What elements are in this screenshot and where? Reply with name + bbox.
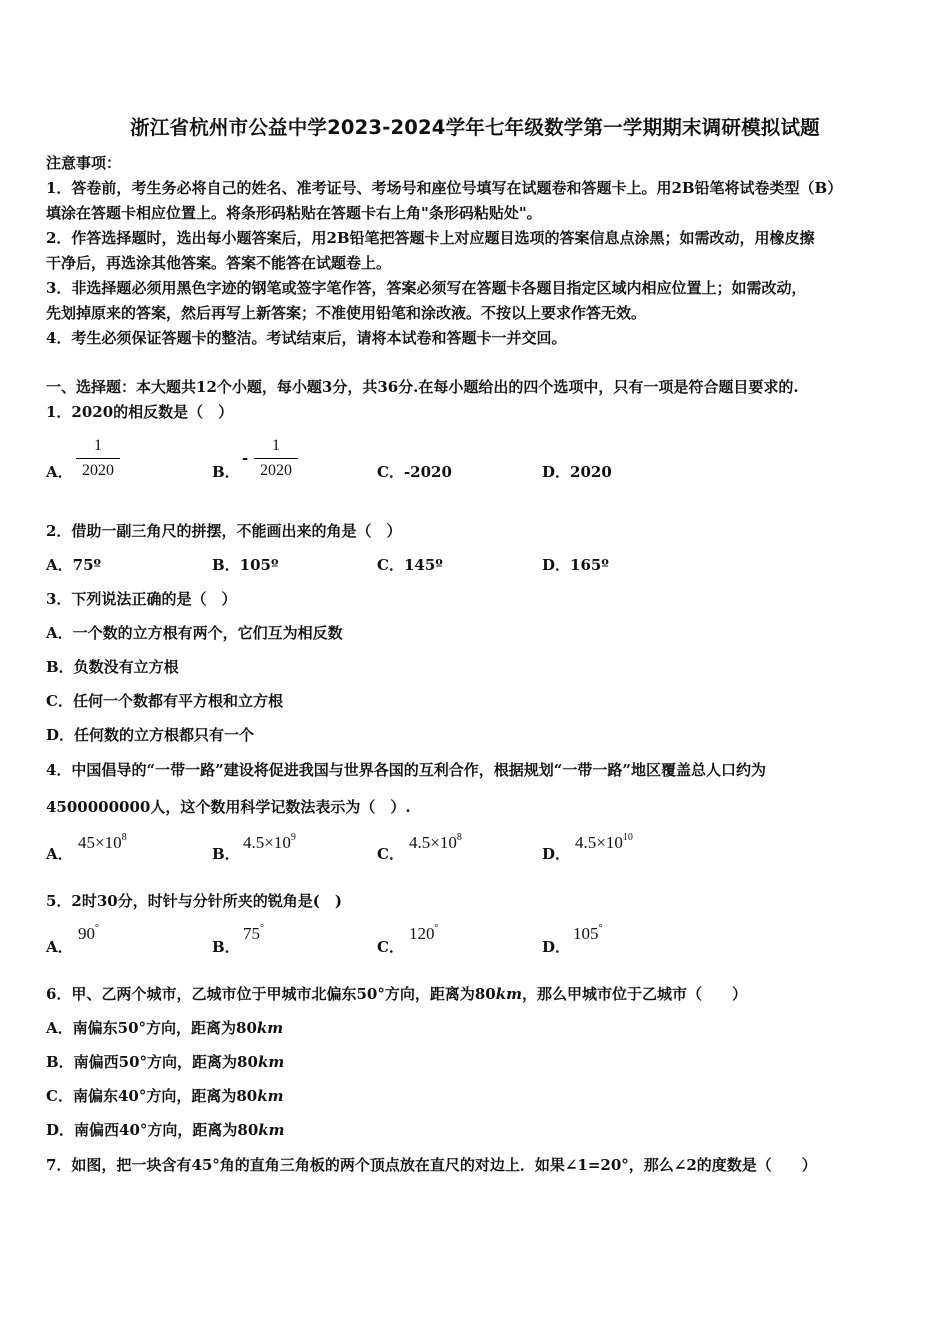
q5-option-b-value bbox=[243, 923, 264, 944]
q3-option-a: A．一个数的立方根有两个，它们互为相反数 bbox=[46, 624, 343, 642]
angle-value: 105 bbox=[573, 924, 599, 943]
question-6-stem bbox=[46, 983, 747, 1004]
unit-km: km bbox=[256, 1019, 284, 1037]
question-4-stem: 4．中国倡导的“一带一路”建设将促进我国与世界各国的互利合作，根据规划“一带一路”地区覆盖总人口约为 bbox=[46, 761, 766, 779]
math-base: 4.5×10 bbox=[409, 833, 457, 852]
notice-line: 2．作答选择题时，选出每小题答案后，用2B铅笔把答题卡上对应题目选项的答案信息点涂黑；如需改动，用橡皮擦 bbox=[46, 229, 815, 247]
q2-option-a: A．75º bbox=[46, 556, 102, 574]
q4-option-c-value bbox=[409, 832, 462, 853]
q4-option-d-label: D． bbox=[542, 845, 571, 863]
q4-option-a-label: A． bbox=[46, 845, 73, 863]
option-text: A．南偏东50°方向，距离为80 bbox=[46, 1019, 257, 1037]
option-text: D．南偏西40°方向，距离为80 bbox=[46, 1121, 259, 1139]
unit-km: km bbox=[257, 1087, 284, 1105]
q6-option-c bbox=[46, 1085, 283, 1106]
q1-option-a-label: A． bbox=[46, 463, 73, 481]
minus-sign: - bbox=[242, 449, 249, 467]
math-base: 4.5×10 bbox=[575, 833, 623, 852]
fraction-bar bbox=[254, 458, 298, 459]
notice-line: 干净后，再选涂其他答案。答案不能答在试题卷上。 bbox=[46, 254, 392, 272]
option-text: C．南偏东40°方向，距离为80 bbox=[46, 1087, 258, 1105]
notice-line: 4．考生必须保证答题卡的整洁。考试结束后，请将本试卷和答题卡一并交回。 bbox=[46, 329, 567, 347]
unit-km: km bbox=[258, 1121, 285, 1139]
q5-option-d-label: D． bbox=[542, 938, 571, 956]
question-1-stem: 1．2020的相反数是（ ） bbox=[46, 403, 234, 421]
notice-line: 3．非选择题必须用黑色字迹的钢笔或签字笔作答，答案必须写在答题卡各题目指定区域内相应位置上；如需改动， bbox=[46, 279, 807, 297]
q2-option-c: C．145º bbox=[377, 556, 443, 574]
degree-sign: ° bbox=[260, 923, 264, 934]
angle-value: 75 bbox=[243, 924, 260, 943]
question-5-stem: 5．2时30分，时针与分针所夹的锐角是( ) bbox=[46, 892, 342, 910]
fraction-bar bbox=[76, 458, 120, 459]
q5-option-c-value bbox=[409, 923, 439, 944]
degree-sign: ° bbox=[95, 923, 99, 934]
question-7-stem: 7．如图，把一块含有45°角的直角三角板的两个顶点放在直尺的对边上．如果∠1=20°，那么∠2的度数是（ ） bbox=[46, 1156, 817, 1174]
stem-text: 6．甲、乙两个城市，乙城市位于甲城市北偏东50°方向，距离为80 bbox=[46, 985, 496, 1003]
q4-option-b-label: B． bbox=[212, 845, 240, 863]
q4-option-b-value bbox=[243, 832, 296, 853]
q6-option-a bbox=[46, 1017, 283, 1038]
stem-text: ，那么甲城市位于乙城市（ ） bbox=[521, 985, 747, 1003]
q1-option-b-label: B． bbox=[212, 463, 240, 481]
fraction-numerator: 1 bbox=[272, 437, 280, 454]
math-exponent: 10 bbox=[622, 832, 633, 843]
q3-option-d: D．任何数的立方根都只有一个 bbox=[46, 726, 255, 744]
section-heading: 一、选择题：本大题共12个小题，每小题3分，共36分.在每小题给出的四个选项中，只有一项是符合题目要求的. bbox=[46, 378, 799, 396]
math-exponent: 9 bbox=[290, 832, 296, 843]
q2-option-b: B．105º bbox=[212, 556, 279, 574]
q5-option-a-value bbox=[78, 923, 99, 944]
math-base: 45×10 bbox=[78, 833, 122, 852]
question-3-stem: 3．下列说法正确的是（ ） bbox=[46, 590, 237, 608]
q4-option-a-value bbox=[78, 832, 127, 853]
notice-line: 填涂在答题卡相应位置上。将条形码粘贴在答题卡右上角"条形码粘贴处"。 bbox=[46, 204, 542, 222]
unit-km: km bbox=[495, 985, 522, 1003]
q5-option-c-label: C． bbox=[377, 938, 404, 956]
page-title: 浙江省杭州市公益中学2023-2024学年七年级数学第一学期期末调研模拟试题 bbox=[130, 116, 820, 139]
degree-sign: ° bbox=[598, 923, 603, 934]
fraction-denominator: 2020 bbox=[82, 462, 114, 479]
question-2-stem: 2．借助一副三角尺的拼摆，不能画出来的角是（ ） bbox=[46, 522, 402, 540]
q3-option-c: C．任何一个数都有平方根和立方根 bbox=[46, 692, 283, 710]
q5-option-b-label: B． bbox=[212, 938, 240, 956]
q4-option-d-value bbox=[575, 832, 633, 853]
notice-line: 先划掉原来的答案，然后再写上新答案；不准使用铅笔和涂改液。不按以上要求作答无效。 bbox=[46, 304, 647, 322]
math-exponent: 8 bbox=[456, 832, 462, 843]
q6-option-d bbox=[46, 1119, 285, 1140]
q6-option-b bbox=[46, 1051, 284, 1072]
degree-sign: ° bbox=[434, 923, 439, 934]
q1-option-c: C．-2020 bbox=[377, 463, 452, 481]
q2-option-d: D．165º bbox=[542, 556, 609, 574]
question-4-stem-continued: 4500000000人，这个数用科学记数法表示为（ ）. bbox=[46, 798, 411, 816]
math-base: 4.5×10 bbox=[243, 833, 291, 852]
q1-option-d: D．2020 bbox=[542, 463, 612, 481]
q5-option-d-value bbox=[573, 923, 603, 944]
q1-option-b-fraction bbox=[254, 436, 298, 481]
angle-value: 120 bbox=[409, 924, 435, 943]
fraction-numerator: 1 bbox=[94, 437, 102, 454]
q1-option-a-fraction bbox=[76, 436, 120, 481]
unit-km: km bbox=[257, 1053, 285, 1071]
notice-line: 1．答卷前，考生务必将自己的姓名、准考证号、考场号和座位号填写在试题卷和答题卡上。用2B铅笔将试卷类型（B） bbox=[46, 179, 843, 197]
option-text: B．南偏西50°方向，距离为80 bbox=[46, 1053, 258, 1071]
notice-heading: 注意事项： bbox=[46, 154, 122, 172]
angle-value: 90 bbox=[78, 924, 95, 943]
q4-option-c-label: C． bbox=[377, 845, 404, 863]
fraction-denominator: 2020 bbox=[260, 462, 292, 479]
q5-option-a-label: A． bbox=[46, 938, 73, 956]
q3-option-b: B．负数没有立方根 bbox=[46, 658, 179, 676]
math-exponent: 8 bbox=[121, 832, 127, 843]
